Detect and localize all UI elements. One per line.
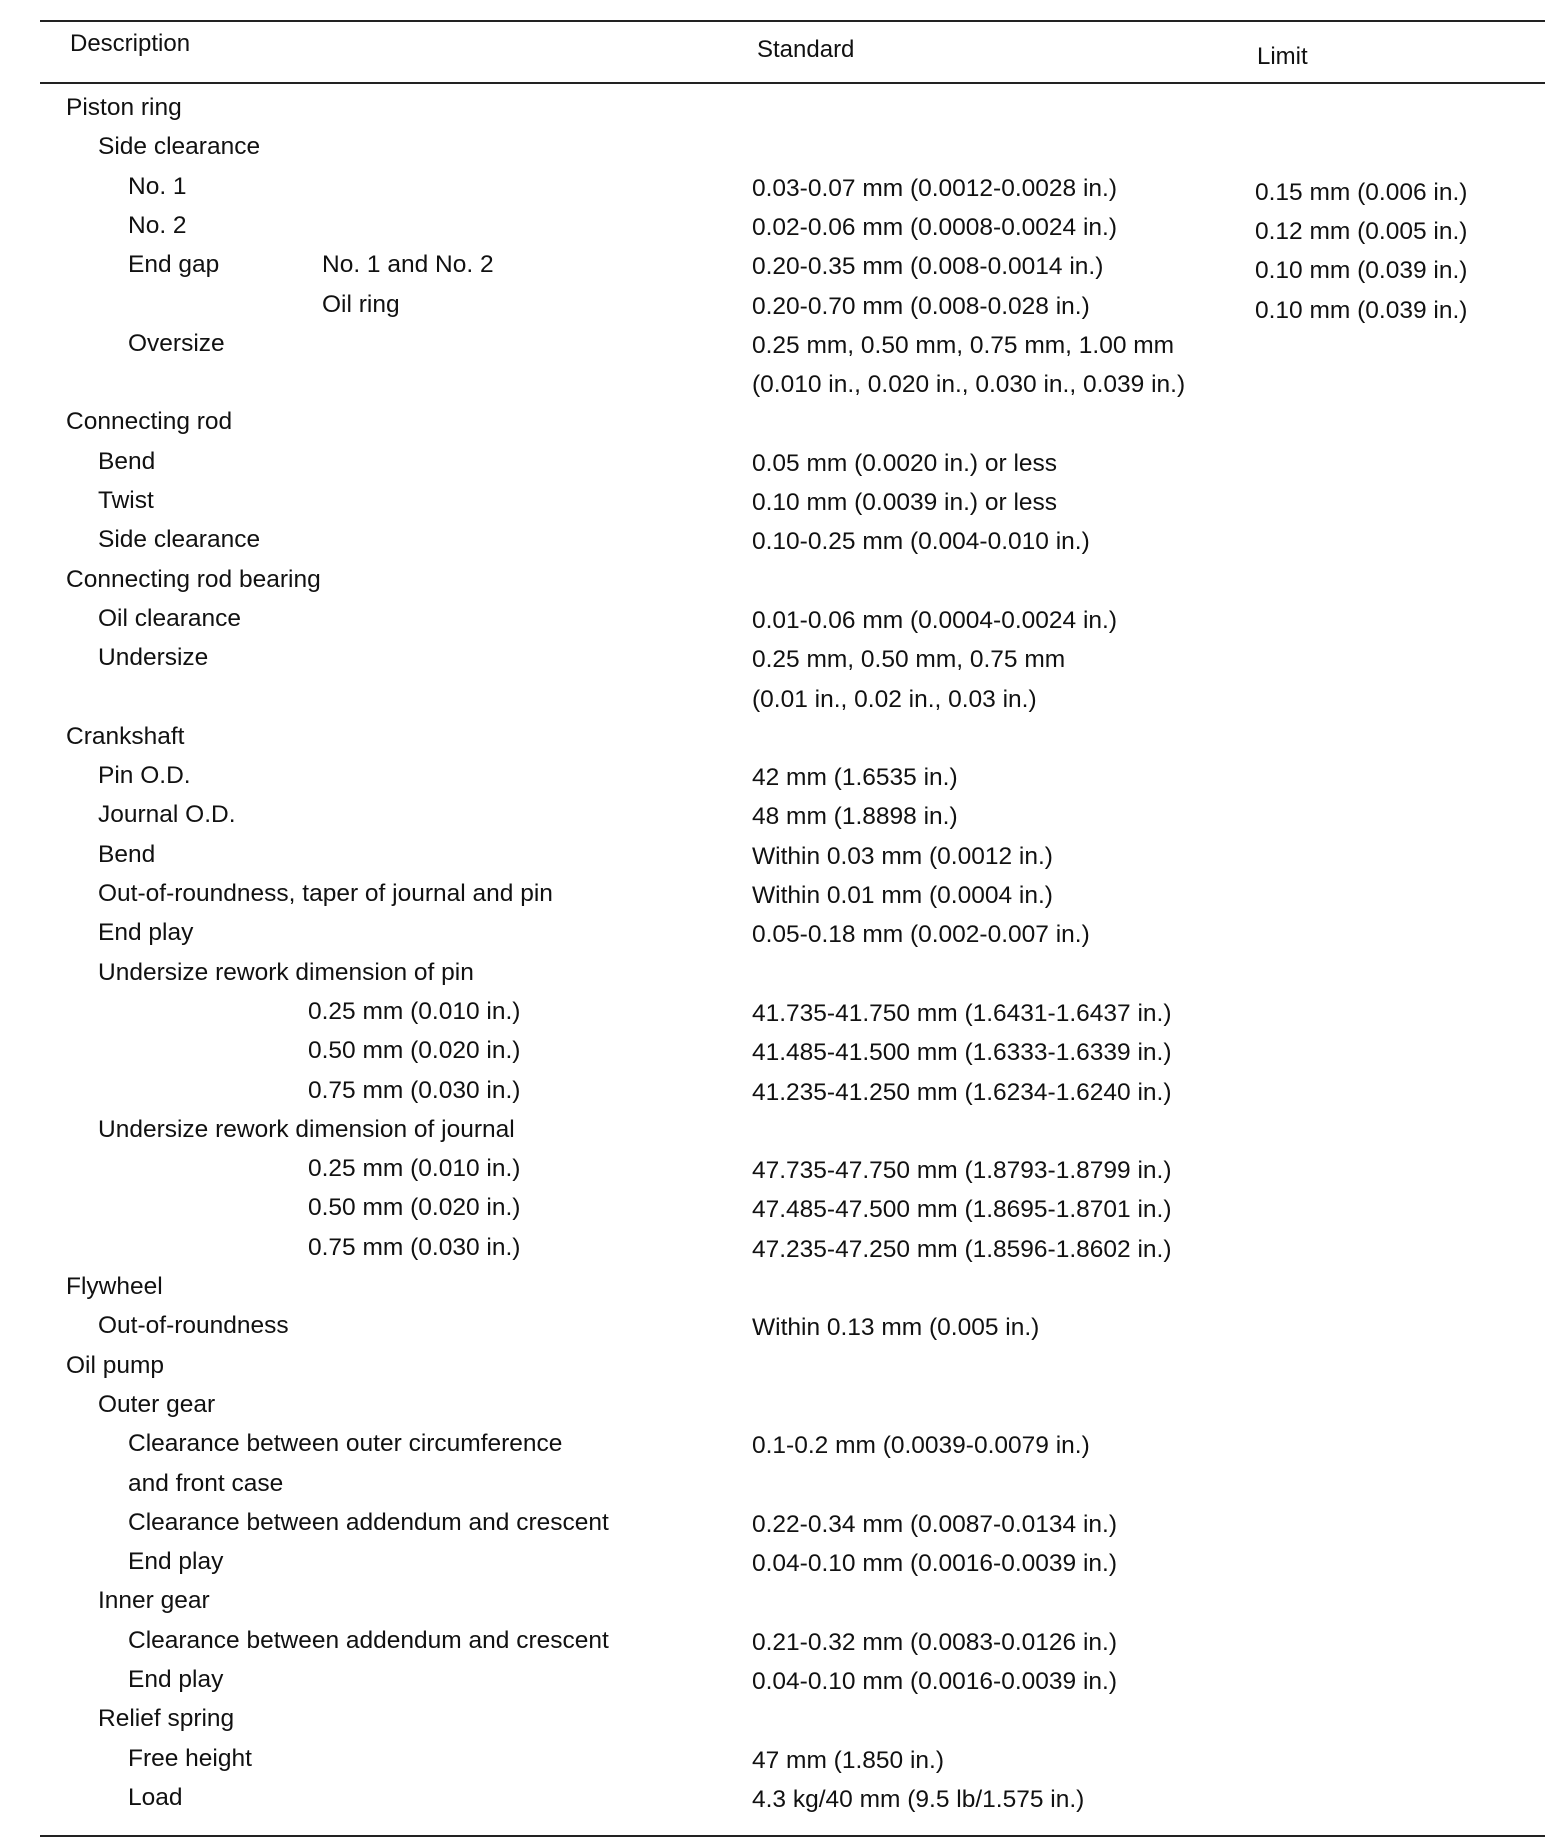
row-description: Load	[128, 1783, 183, 1811]
row-description: Undersize rework dimension of pin	[98, 958, 474, 986]
row-description: Journal O.D.	[98, 801, 236, 829]
row-standard: 48 mm (1.8898 in.)	[752, 803, 958, 831]
row-standard: 47 mm (1.850 in.)	[752, 1746, 944, 1774]
row-standard: 47.485-47.500 mm (1.8695-1.8701 in.)	[752, 1196, 1172, 1224]
row-standard: 0.05 mm (0.0020 in.) or less	[752, 449, 1058, 477]
row-description: Out-of-roundness	[98, 1312, 289, 1340]
row-sub-description: 0.50 mm (0.020 in.)	[308, 1037, 521, 1065]
row-description: Relief spring	[98, 1705, 235, 1733]
row-description: End play	[128, 1666, 224, 1693]
row-description: Pin O.D.	[98, 762, 191, 790]
row-limit: 0.10 mm (0.039 in.)	[1255, 257, 1468, 285]
row-standard: 0.02-0.06 mm (0.0008-0.0024 in.)	[752, 213, 1117, 241]
row-standard: 0.05-0.18 mm (0.002-0.007 in.)	[752, 921, 1090, 949]
row-description: Undersize rework dimension of journal	[98, 1115, 515, 1143]
row-sub-description: 0.75 mm (0.030 in.)	[308, 1076, 521, 1104]
row-standard: 47.735-47.750 mm (1.8793-1.8799 in.)	[752, 1157, 1172, 1185]
row-standard: 41.485-41.500 mm (1.6333-1.6339 in.)	[752, 1039, 1172, 1067]
row-standard: 41.235-41.250 mm (1.6234-1.6240 in.)	[752, 1078, 1172, 1106]
row-standard: (0.01 in., 0.02 in., 0.03 in.)	[752, 685, 1037, 713]
row-description: No. 1	[128, 172, 187, 200]
row-standard: Within 0.03 mm (0.0012 in.)	[752, 842, 1053, 870]
row-standard: 0.20-0.70 mm (0.008-0.028 in.)	[752, 292, 1090, 320]
row-description: Outer gear	[98, 1390, 216, 1418]
header-limit: Limit	[1257, 43, 1308, 70]
row-description: Inner gear	[98, 1587, 210, 1615]
row-description: Crankshaft	[66, 722, 185, 750]
header-description: Description	[70, 30, 191, 57]
row-standard: 4.3 kg/40 mm (9.5 lb/1.575 in.)	[752, 1785, 1085, 1813]
row-description: Connecting rod	[66, 408, 233, 436]
row-description: Side clearance	[98, 526, 261, 554]
row-description: Bend	[98, 840, 156, 868]
row-description: Free height	[128, 1744, 252, 1772]
row-description: Piston ring	[66, 94, 182, 121]
header-standard: Standard	[757, 36, 855, 63]
top-rule	[40, 20, 1545, 22]
row-standard: 0.04-0.10 mm (0.0016-0.0039 in.)	[752, 1668, 1117, 1695]
row-standard: 0.21-0.32 mm (0.0083-0.0126 in.)	[752, 1628, 1117, 1656]
row-description: Flywheel	[66, 1273, 163, 1300]
row-standard: 0.04-0.10 mm (0.0016-0.0039 in.)	[752, 1550, 1117, 1578]
row-description: End play	[128, 1548, 224, 1576]
row-description: End gap	[128, 251, 220, 279]
row-standard: 42 mm (1.6535 in.)	[752, 764, 958, 792]
row-standard: 0.1-0.2 mm (0.0039-0.0079 in.)	[752, 1432, 1090, 1460]
row-description: Oil pump	[66, 1351, 165, 1379]
row-limit: 0.12 mm (0.005 in.)	[1255, 217, 1468, 245]
row-standard: 0.03-0.07 mm (0.0012-0.0028 in.)	[752, 174, 1117, 202]
row-sub-description: No. 1 and No. 2	[322, 251, 494, 279]
row-standard: 0.22-0.34 mm (0.0087-0.0134 in.)	[752, 1510, 1117, 1538]
row-description: and front case	[128, 1469, 284, 1497]
row-limit: 0.10 mm (0.039 in.)	[1255, 296, 1468, 324]
header-rule	[40, 82, 1545, 84]
row-standard: 0.25 mm, 0.50 mm, 0.75 mm	[752, 646, 1066, 674]
row-description: Clearance between outer circumference	[128, 1430, 563, 1458]
row-standard: 0.20-0.35 mm (0.008-0.0014 in.)	[752, 253, 1104, 281]
row-description: Bend	[98, 447, 156, 475]
row-standard: 0.10 mm (0.0039 in.) or less	[752, 489, 1058, 516]
row-description: Twist	[98, 487, 154, 514]
row-standard: (0.010 in., 0.020 in., 0.030 in., 0.039 in.)	[752, 371, 1186, 399]
row-description: Out-of-roundness, taper of journal and pin	[98, 880, 553, 907]
row-description: No. 2	[128, 211, 187, 239]
row-sub-description: 0.50 mm (0.020 in.)	[308, 1194, 521, 1222]
row-description: Clearance between addendum and crescent	[128, 1508, 609, 1536]
row-standard: Within 0.13 mm (0.005 in.)	[752, 1314, 1040, 1342]
row-description: Oversize	[128, 329, 225, 357]
row-description: Side clearance	[98, 133, 261, 161]
row-sub-description: 0.75 mm (0.030 in.)	[308, 1233, 521, 1261]
row-description: Connecting rod bearing	[66, 565, 321, 593]
row-sub-description: 0.25 mm (0.010 in.)	[308, 1155, 521, 1183]
row-standard: 0.01-0.06 mm (0.0004-0.0024 in.)	[752, 606, 1117, 634]
row-description: Undersize	[98, 644, 209, 672]
bottom-rule	[40, 1835, 1545, 1837]
row-description: Oil clearance	[98, 604, 241, 632]
row-standard: 47.235-47.250 mm (1.8596-1.8602 in.)	[752, 1235, 1172, 1263]
row-description: End play	[98, 919, 194, 947]
row-sub-description: 0.25 mm (0.010 in.)	[308, 997, 521, 1025]
row-standard: 0.10-0.25 mm (0.004-0.010 in.)	[752, 528, 1090, 556]
row-description: Clearance between addendum and crescent	[128, 1626, 609, 1654]
row-standard: 41.735-41.750 mm (1.6431-1.6437 in.)	[752, 999, 1172, 1027]
row-limit: 0.15 mm (0.006 in.)	[1255, 178, 1468, 206]
row-standard: 0.25 mm, 0.50 mm, 0.75 mm, 1.00 mm	[752, 331, 1175, 359]
row-standard: Within 0.01 mm (0.0004 in.)	[752, 882, 1053, 909]
row-sub-description: Oil ring	[322, 290, 400, 318]
